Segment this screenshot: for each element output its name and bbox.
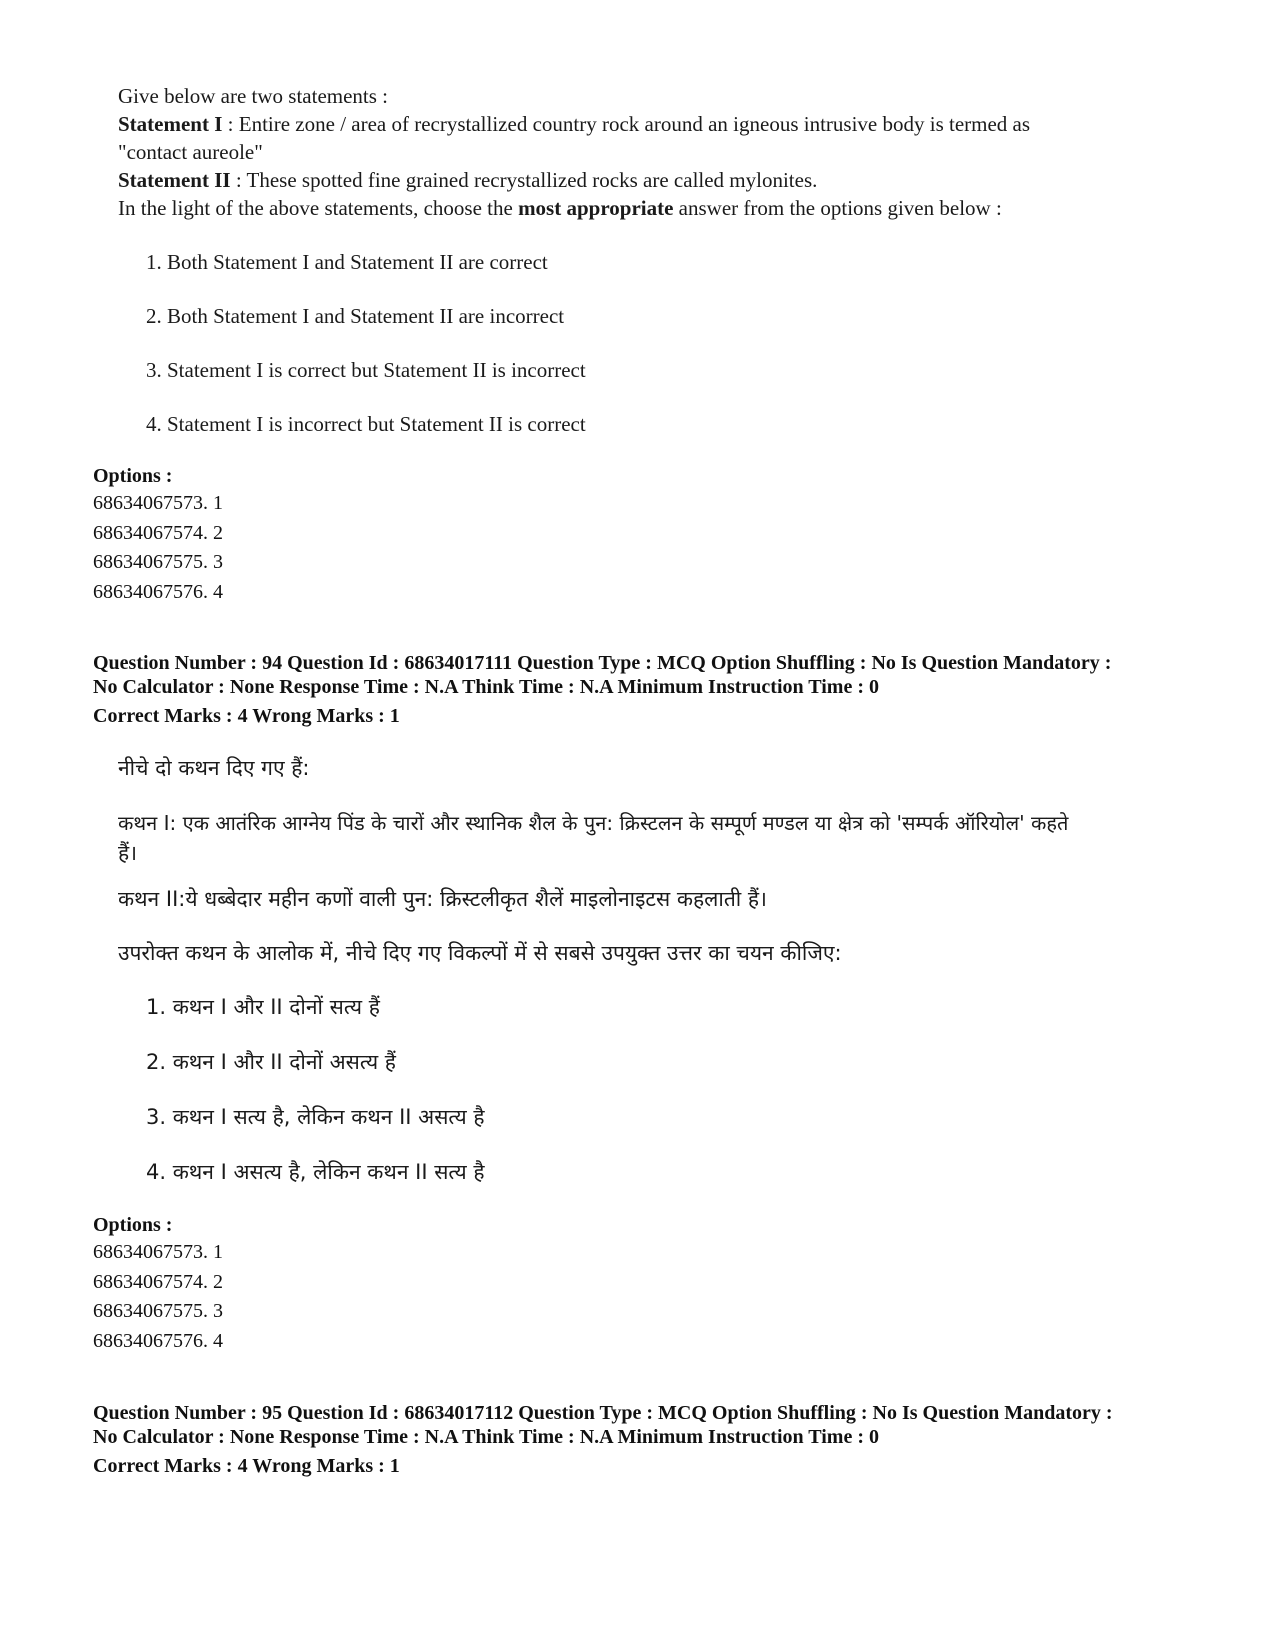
q93-intro: Give below are two statements :: [118, 84, 389, 108]
q93-option-4: 68634067576. 4: [93, 580, 223, 603]
q94-choice-3: 3. कथन I सत्य है, लेकिन कथन II असत्य है: [146, 1105, 485, 1129]
q93-option-3: 68634067575. 3: [93, 551, 223, 573]
q94-meta: [93, 651, 1253, 699]
q95-meta-line-1: Question Number : 95 Question Id : 68634017112 Question Type : MCQ Option Shuffling : No Is Question Mandatory :: [93, 1402, 1113, 1424]
q94-choice-4: 4. कथन I असत्य है, लेकिन कथन II सत्य है: [146, 1160, 485, 1184]
q94-choice-2: 2. कथन I और II दोनों असत्य हैं: [146, 1050, 396, 1074]
q93-choice-3: 3. Statement I is correct but Statement II is incorrect: [146, 358, 586, 382]
q94-meta-line-2: No Calculator : None Response Time : N.A Think Time : N.A Minimum Instruction Time : 0: [93, 676, 879, 698]
q93-options-label: Options :: [93, 465, 173, 487]
q93-instruction: In the light of the above statements, choose the most appropriate answer from the options given below :: [118, 196, 1002, 220]
q93-statement-2: Statement II : These spotted fine grained recrystallized rocks are called mylonites.: [118, 168, 818, 192]
q94-marks: Correct Marks : 4 Wrong Marks : 1: [93, 705, 400, 727]
q93-choice-1: 1. Both Statement I and Statement II are correct: [146, 250, 548, 274]
q94-hi-instruction: उपरोक्त कथन के आलोक में, नीचे दिए गए विकल्पों में से सबसे उपयुक्त उत्तर का चयन कीजिए:: [118, 941, 842, 965]
q94-hi-intro: नीचे दो कथन दिए गए हैं:: [118, 756, 310, 780]
q93-statements: [118, 82, 1248, 222]
q94-hi-statement-1: कथन I: एक आतंरिक आग्नेय पिंड के चारों और स्थानिक शैल के पुन: क्रिस्टलन के सम्पूर्ण मण्डल या क्षेत्र को 'सम्पर्क ऑरियोल' कहते हैं।: [118, 811, 1069, 865]
q93-choice-4: 4. Statement I is incorrect but Statement II is correct: [146, 412, 586, 436]
q93-options-list: [93, 489, 223, 607]
q94-options-label: Options :: [93, 1214, 173, 1236]
q95-marks: Correct Marks : 4 Wrong Marks : 1: [93, 1455, 400, 1477]
q95-meta-line-2: No Calculator : None Response Time : N.A Think Time : N.A Minimum Instruction Time : 0: [93, 1426, 879, 1448]
q95-meta: [93, 1401, 1253, 1449]
q94-option-1: 68634067573. 1: [93, 1241, 223, 1263]
q94-option-4: 68634067576. 4: [93, 1329, 223, 1352]
q93-option-2: 68634067574. 2: [93, 521, 223, 544]
q93-statement-1: Statement I : Entire zone / area of recrystallized country rock around an igneous intrusive body is termed as: [118, 112, 1031, 136]
q94-option-3: 68634067575. 3: [93, 1300, 223, 1322]
q94-hi-statement-2: कथन II:ये धब्बेदार महीन कणों वाली पुन: क्रिस्टलीकृत शैलें माइलोनाइटस कहलाती हैं।: [118, 887, 768, 911]
q94-options-list: [93, 1238, 223, 1356]
q93-option-1: 68634067573. 1: [93, 492, 223, 514]
q94-option-2: 68634067574. 2: [93, 1270, 223, 1293]
q94-meta-line-1: Question Number : 94 Question Id : 68634017111 Question Type : MCQ Option Shuffling : No Is Question Mandatory :: [93, 652, 1112, 674]
q93-choice-2: 2. Both Statement I and Statement II are incorrect: [146, 304, 565, 328]
q93-statement-1-cont: "contact aureole": [118, 140, 263, 164]
q94-choice-1: 1. कथन I और II दोनों सत्य हैं: [146, 995, 380, 1019]
